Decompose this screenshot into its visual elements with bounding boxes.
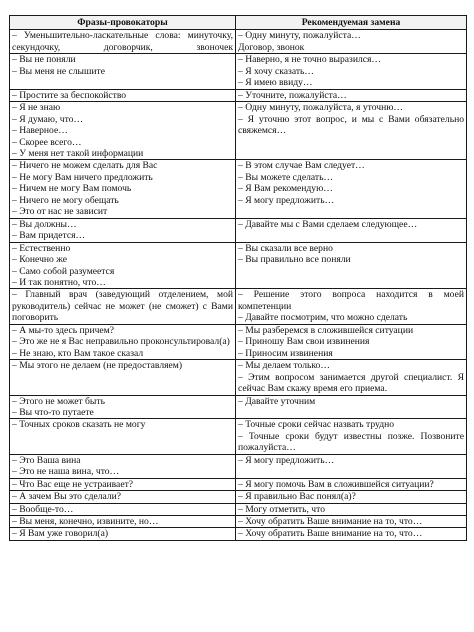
table-row xyxy=(10,324,467,359)
provocative-phrase: – Это Ваша вина xyxy=(12,454,81,466)
replacement-phrase: – Хочу обратить Ваше внимание на то, что… xyxy=(238,528,423,540)
replacement-phrase: – Я могу предложить… xyxy=(238,194,335,206)
replacement-phrase: – Этим вопросом занимается другой специалист. Я сейчас Вам скажу время его приема. xyxy=(238,371,464,395)
provocative-phrase: – Не могу Вам ничего предложить xyxy=(12,171,153,183)
replacement-phrase: – Давайте мы с Вами сделаем следующее… xyxy=(238,218,418,230)
table-row xyxy=(10,54,467,89)
replacement-cell xyxy=(236,516,467,528)
replacement-phrase: – Уточните, пожалуйста… xyxy=(238,89,347,101)
provocative-phrase: – Этого не может быть xyxy=(12,395,105,407)
replacement-phrase: – Мы разберемся в сложившейся ситуации xyxy=(238,324,414,336)
replacement-cell xyxy=(236,160,467,218)
provocative-cell xyxy=(10,360,236,395)
provocative-phrase: – Вообще-то… xyxy=(12,503,74,515)
replacement-phrase: – Я уточню этот вопрос, и мы с Вами обязательно свяжемся… xyxy=(238,113,464,137)
provocative-phrase: – Это не наша вина, что… xyxy=(12,466,120,478)
header-provocative-phrases: Фразы-провокаторы xyxy=(10,16,236,30)
provocative-phrase: – Точных сроков сказать не могу xyxy=(12,419,146,431)
replacement-phrase: – Вы сказали все верно xyxy=(238,242,333,254)
provocative-phrase: – Конечно же xyxy=(12,254,67,266)
replacement-cell xyxy=(236,218,467,242)
provocative-phrase: – Это же не я Вас неправильно проконсультировал(а) xyxy=(12,336,230,348)
provocative-phrase: – И так понятно, что… xyxy=(12,276,106,288)
provocative-phrase: – Вам придется… xyxy=(12,230,86,242)
provocative-cell xyxy=(10,324,236,359)
provocative-phrase: – Вы что-то путаете xyxy=(12,406,94,418)
provocative-phrase: – Я думаю, что… xyxy=(12,113,84,125)
replacement-cell xyxy=(236,528,467,540)
provocative-phrase: – Вы меня не слышите xyxy=(12,65,105,77)
replacement-phrase: – Приносим извинения xyxy=(238,347,333,359)
provocative-phrase: – Простите за беспокойство xyxy=(12,89,127,101)
replacement-cell xyxy=(236,454,467,478)
provocative-phrase: – Ничем не могу Вам помочь xyxy=(12,183,132,195)
table-row xyxy=(10,395,467,419)
replacement-phrase: – В этом случае Вам следует… xyxy=(238,160,365,172)
provocative-phrase: – Не знаю, кто Вам такое сказал xyxy=(12,347,144,359)
table-row xyxy=(10,289,467,324)
provocative-cell xyxy=(10,30,236,54)
provocative-phrase: – Ничего не могу обещать xyxy=(12,194,119,206)
provocative-cell xyxy=(10,102,236,160)
replacement-cell xyxy=(236,503,467,515)
table-row xyxy=(10,218,467,242)
replacement-phrase: – Наверно, я не точно выразился… xyxy=(238,54,382,66)
replacement-phrase: – Вы можете сделать… xyxy=(238,171,334,183)
replacement-cell xyxy=(236,89,467,101)
replacement-phrase: – Я Вам рекомендую… xyxy=(238,183,333,195)
replacement-phrase: – Я могу помочь Вам в сложившейся ситуации? xyxy=(238,478,434,490)
replacement-phrase: – Давайте уточним xyxy=(238,395,316,407)
table-row xyxy=(10,528,467,540)
replacement-cell xyxy=(236,54,467,89)
table-row xyxy=(10,478,467,490)
provocative-cell xyxy=(10,516,236,528)
provocative-phrase: – А мы-то здесь причем? xyxy=(12,324,114,336)
replacement-phrase: – Одну минуту, пожалуйста… xyxy=(238,30,361,42)
table-row xyxy=(10,419,467,454)
table-row xyxy=(10,454,467,478)
document-page xyxy=(9,15,466,541)
provocative-cell xyxy=(10,89,236,101)
replacement-phrase: – Решение этого вопроса находится в моей компетенции xyxy=(238,289,464,312)
replacement-phrase: – Я хочу сказать… xyxy=(238,65,314,77)
replacement-cell xyxy=(236,491,467,503)
replacement-cell xyxy=(236,30,467,54)
provocative-phrase: – Я не знаю xyxy=(12,102,61,114)
replacement-cell xyxy=(236,289,467,324)
table-row xyxy=(10,516,467,528)
replacement-cell xyxy=(236,395,467,419)
table-row xyxy=(10,491,467,503)
replacement-phrase: – Одну минуту, пожалуйста, я уточню… xyxy=(238,102,403,114)
provocative-phrase: – Скорее всего… xyxy=(12,136,82,148)
header-recommended-replacement: Рекомендуемая замена xyxy=(236,16,467,30)
table-row xyxy=(10,503,467,515)
replacement-phrase: – Я имею ввиду… xyxy=(238,77,313,89)
provocative-phrase: – Естественно xyxy=(12,242,71,254)
provocative-cell xyxy=(10,289,236,324)
table-row xyxy=(10,102,467,160)
provocative-cell xyxy=(10,54,236,89)
table-row xyxy=(10,89,467,101)
provocative-cell xyxy=(10,454,236,478)
provocative-phrase: – Наверное… xyxy=(12,125,68,137)
provocative-phrase: – Мы этого не делаем (не предоставляем) xyxy=(12,360,183,372)
table-row xyxy=(10,160,467,218)
replacement-phrase: – Я могу предложить… xyxy=(238,454,335,466)
provocative-cell xyxy=(10,218,236,242)
replacement-phrase: – Вы правильно все поняли xyxy=(238,254,351,266)
provocative-phrase: – Это от нас не зависит xyxy=(12,206,108,218)
replacement-phrase: – Могу отметить, что xyxy=(238,503,325,515)
phrases-table xyxy=(9,15,467,541)
provocative-cell xyxy=(10,491,236,503)
table-row xyxy=(10,360,467,395)
replacement-phrase: – Точные сроки будут известны позже. Позвоните пожалуйста… xyxy=(238,430,464,454)
provocative-cell xyxy=(10,528,236,540)
provocative-phrase: – Что Вас еще не устраивает? xyxy=(12,478,134,490)
provocative-phrase: – Ничего не можем сделать для Вас xyxy=(12,160,158,172)
provocative-cell xyxy=(10,242,236,289)
provocative-phrase: – Уменьшительно-ласкательные слова: минуточку, секундочку, договорчик, звоночек xyxy=(12,30,233,53)
provocative-cell xyxy=(10,478,236,490)
table-header-row xyxy=(10,16,467,30)
replacement-phrase: – Точные сроки сейчас назвать трудно xyxy=(238,419,395,431)
replacement-cell xyxy=(236,419,467,454)
replacement-cell xyxy=(236,324,467,359)
provocative-phrase: – Вы не поняли xyxy=(12,54,76,66)
provocative-phrase: – Само собой разумеется xyxy=(12,265,115,277)
replacement-phrase: – Я правильно Вас понял(а)? xyxy=(238,491,356,503)
provocative-phrase: – А зачем Вы это сделали? xyxy=(12,491,122,503)
provocative-phrase: – Главный врач (заведующий отделением, мой руководитель) сейчас не может (не сможет) с Вами поговорить xyxy=(12,289,233,324)
provocative-cell xyxy=(10,419,236,454)
provocative-cell xyxy=(10,395,236,419)
provocative-phrase: – Вы должны… xyxy=(12,218,77,230)
replacement-phrase: – Мы делаем только… xyxy=(238,360,330,372)
replacement-cell xyxy=(236,478,467,490)
replacement-phrase: Договор, звонок xyxy=(238,41,305,53)
provocative-cell xyxy=(10,160,236,218)
replacement-cell xyxy=(236,360,467,395)
provocative-phrase: – Вы меня, конечно, извините, но… xyxy=(12,516,159,528)
provocative-phrase: – У меня нет такой информации xyxy=(12,147,144,159)
replacement-phrase: – Приношу Вам свои извинения xyxy=(238,336,370,348)
table-row xyxy=(10,30,467,54)
table-row xyxy=(10,242,467,289)
provocative-cell xyxy=(10,503,236,515)
replacement-cell xyxy=(236,242,467,289)
provocative-phrase: – Я Вам уже говорил(а) xyxy=(12,528,109,540)
replacement-phrase: – Хочу обратить Ваше внимание на то, что… xyxy=(238,516,423,528)
replacement-cell xyxy=(236,102,467,160)
replacement-phrase: – Давайте посмотрим, что можно сделать xyxy=(238,312,408,324)
